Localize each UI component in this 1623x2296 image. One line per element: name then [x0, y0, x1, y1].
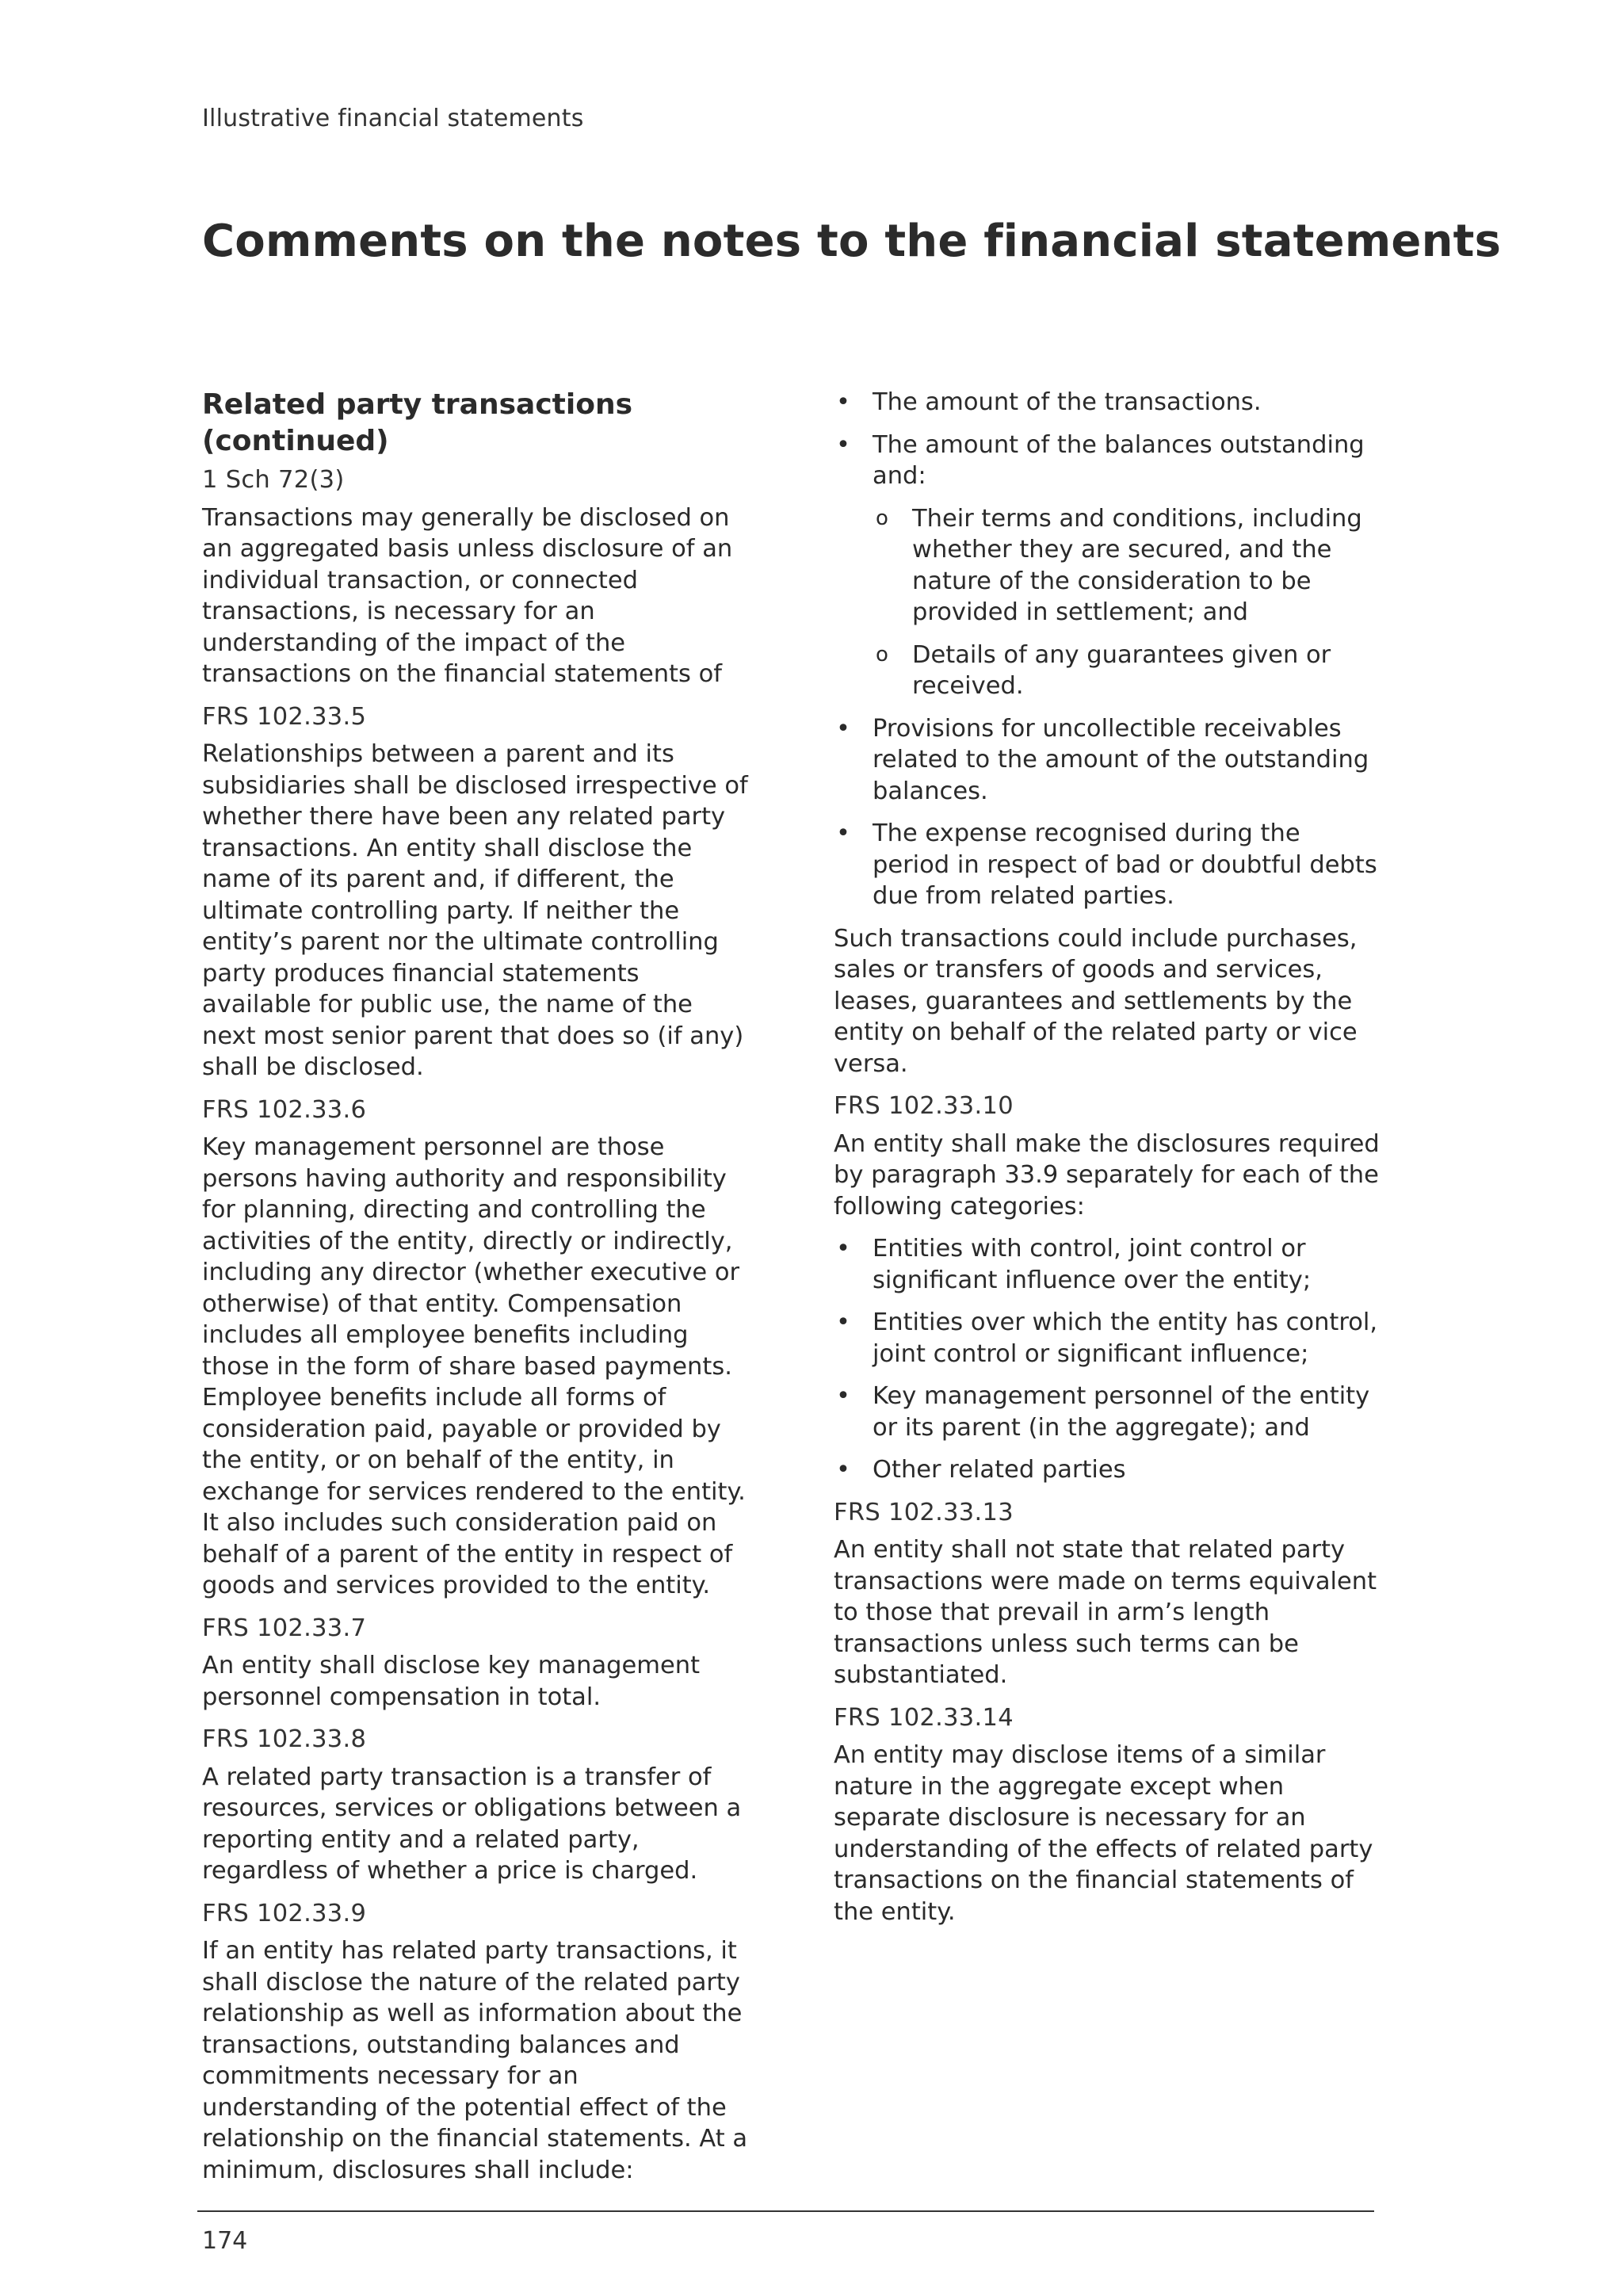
bullet-icon: •	[836, 388, 850, 416]
left-column	[202, 387, 749, 2197]
bullet-icon: •	[836, 819, 850, 847]
sub-list-item-text: Their terms and conditions, including whether they are secured, and the nature of the consideration to be provided in settlement; and	[912, 504, 1362, 626]
list-item	[834, 1233, 1381, 1296]
list-item	[834, 1454, 1381, 1486]
list-item-text: Entities with control, joint control or significant influence over the entity;	[873, 1235, 1312, 1294]
disclosure-list	[834, 387, 1381, 912]
paragraph: Key management personnel are those persons having authority and responsibility for planning, directing and controlling the activities of the entity, directly or indirectly, including any director (whether executive or otherwise) of that entity. Compensation includes all employee benefits including those in the form of share based payments. Employee benefits include all forms of consideration paid, payable or provided by the entity, or on behalf of the entity, in exchange for services rendered to the entity. It also includes such consideration paid on behalf of a parent of the entity in respect of goods and services provided to the entity.	[202, 1133, 746, 1599]
footer-divider	[197, 2210, 1374, 2212]
list-item	[834, 818, 1381, 912]
section-heading-line-1: Related party transactions	[202, 388, 633, 421]
right-column	[834, 387, 1381, 1939]
section-heading-line-2: (continued)	[202, 425, 389, 457]
paragraph: If an entity has related party transactions, it shall disclose the nature of the related party relationship as well as information about the transactions, outstanding balances and commitments necessary for an understanding of the potential effect of the relationship on the financial statements. At a minimum, disclosures shall include:	[202, 1937, 748, 2184]
paragraph: Transactions may generally be disclosed on an aggregated basis unless disclosure of an individual transaction, or connected transactions, is necessary for an understanding of the impact of the transactions on the financial statements of	[202, 503, 733, 688]
reference-label: FRS 102.33.13	[834, 1498, 1014, 1526]
list-item	[834, 430, 1381, 702]
list-item-text: The expense recognised during the period in respect of bad or doubtful debts due from related parties.	[873, 819, 1377, 910]
list-item-text: Key management personnel of the entity or its parent (in the aggregate); and	[873, 1382, 1370, 1442]
reference-label: FRS 102.33.8	[202, 1725, 367, 1753]
reference-label: FRS 102.33.14	[834, 1703, 1014, 1732]
reference-label: 1 Sch 72(3)	[202, 466, 345, 494]
circle-bullet-icon: o	[876, 642, 888, 667]
list-item-text: Provisions for uncollectible receivables related to the amount of the outstanding balances.	[873, 714, 1369, 805]
page-title: Comments on the notes to the financial statements	[202, 216, 1502, 267]
bullet-icon: •	[836, 1382, 850, 1410]
list-item	[834, 1307, 1381, 1370]
bullet-icon: •	[836, 430, 850, 459]
bullet-icon: •	[836, 1308, 850, 1336]
sub-list	[873, 503, 1381, 702]
paragraph: An entity shall disclose key management personnel compensation in total.	[202, 1652, 701, 1711]
reference-label: FRS 102.33.6	[202, 1095, 367, 1124]
list-item	[834, 387, 1381, 418]
sub-list-item-text: Details of any guarantees given or received.	[912, 640, 1331, 700]
paragraph: An entity shall make the disclosures required by paragraph 33.9 separately for each of the following categories:	[834, 1129, 1380, 1221]
reference-label: FRS 102.33.9	[202, 1899, 367, 1927]
bullet-icon: •	[836, 714, 850, 743]
section-heading	[202, 387, 749, 460]
list-item	[834, 713, 1381, 808]
running-header: Illustrative financial statements	[202, 105, 584, 132]
bullet-icon: •	[836, 1456, 850, 1484]
paragraph: An entity shall not state that related party transactions were made on terms equivalent to those that prevail in arm’s length transactions unless such terms can be substantiated.	[834, 1536, 1377, 1689]
category-list	[834, 1233, 1381, 1486]
reference-label: FRS 102.33.10	[834, 1092, 1014, 1120]
paragraph: A related party transaction is a transfer of resources, services or obligations between a reporting entity and a related party, regardless of whether a price is charged.	[202, 1763, 742, 1885]
bullet-icon: •	[836, 1235, 850, 1263]
sub-list-item	[873, 640, 1381, 702]
paragraph: Relationships between a parent and its subsidiaries shall be disclosed irrespective of whether there have been any related party transactions. An entity shall disclose the name of its parent and, if different, the ultimate controlling party. If neither the entity’s parent nor the ultimate controlling party produces financial statements available for public use, the name of the next most senior parent that does so (if any) shall be disclosed.	[202, 740, 748, 1081]
list-item	[834, 1381, 1381, 1443]
list-item-text: Other related parties	[873, 1456, 1126, 1484]
reference-label: FRS 102.33.7	[202, 1614, 367, 1642]
list-item-text: The amount of the transactions.	[873, 388, 1262, 416]
list-item-text: The amount of the balances outstanding and:	[873, 430, 1365, 490]
sub-list-item	[873, 503, 1381, 628]
reference-label: FRS 102.33.5	[202, 702, 367, 731]
page-number: 174	[202, 2227, 248, 2255]
circle-bullet-icon: o	[876, 506, 888, 530]
list-item-text: Entities over which the entity has control, joint control or significant influence;	[873, 1308, 1378, 1368]
paragraph: Such transactions could include purchases, sales or transfers of goods and services, leases, guarantees and settlements by the entity on behalf of the related party or vice versa.	[834, 924, 1358, 1078]
paragraph: An entity may disclose items of a similar nature in the aggregate except when separate disclosure is necessary for an understanding of the effects of related party transactions on the financial statements of the entity.	[834, 1741, 1373, 1926]
